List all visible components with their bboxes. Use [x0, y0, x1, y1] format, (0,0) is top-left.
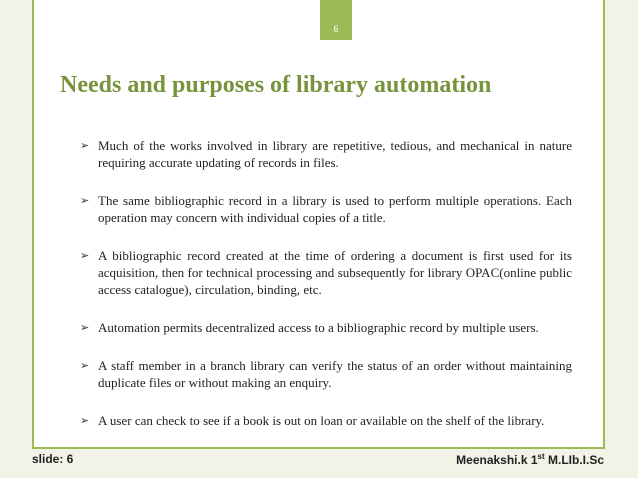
arrow-bullet-icon: ➢ [80, 194, 90, 207]
slide-title: Needs and purposes of library automation [60, 72, 492, 98]
bullet-text: A staff member in a branch library can verify the status of an order without maintaining duplicate files or without making an enquiry. [98, 358, 572, 390]
bullet-text: Much of the works involved in library are repetitive, tedious, and mechanical in nature requiring accurate updating of records in files. [98, 138, 572, 170]
bullet-item [80, 357, 572, 391]
footer-author-name: Meenakshi.k 1 [456, 453, 538, 467]
bullet-text: Automation permits decentralized access to a bibliographic record by multiple users. [98, 320, 539, 335]
bullet-item [80, 412, 572, 429]
bullet-list [80, 137, 572, 429]
arrow-bullet-icon: ➢ [80, 139, 90, 152]
bullet-text: A bibliographic record created at the time of ordering a document is first used for its acquisition, then for technical processing and subsequently for library OPAC(online public access catalogue), circulation, binding, etc. [98, 248, 572, 297]
slide-number-badge [320, 0, 352, 40]
bullet-item [80, 319, 572, 336]
bullet-item [80, 192, 572, 226]
bullet-text: The same bibliographic record in a library is used to perform multiple operations. Each operation may concern with individual copies of a title. [98, 193, 572, 225]
footer-slide-label: slide: 6 [32, 452, 74, 466]
arrow-bullet-icon: ➢ [80, 359, 90, 372]
footer [0, 452, 638, 470]
footer-author-sup: st [537, 452, 545, 461]
bullet-text: A user can check to see if a book is out on loan or available on the shelf of the library. [98, 413, 545, 428]
arrow-bullet-icon: ➢ [80, 249, 90, 262]
arrow-bullet-icon: ➢ [80, 321, 90, 334]
slide-number: 6 [333, 24, 339, 34]
bullet-item [80, 137, 572, 171]
arrow-bullet-icon: ➢ [80, 414, 90, 427]
bullet-item [80, 247, 572, 298]
footer-author [456, 452, 604, 467]
footer-course: M.LIb.I.Sc [544, 453, 604, 467]
